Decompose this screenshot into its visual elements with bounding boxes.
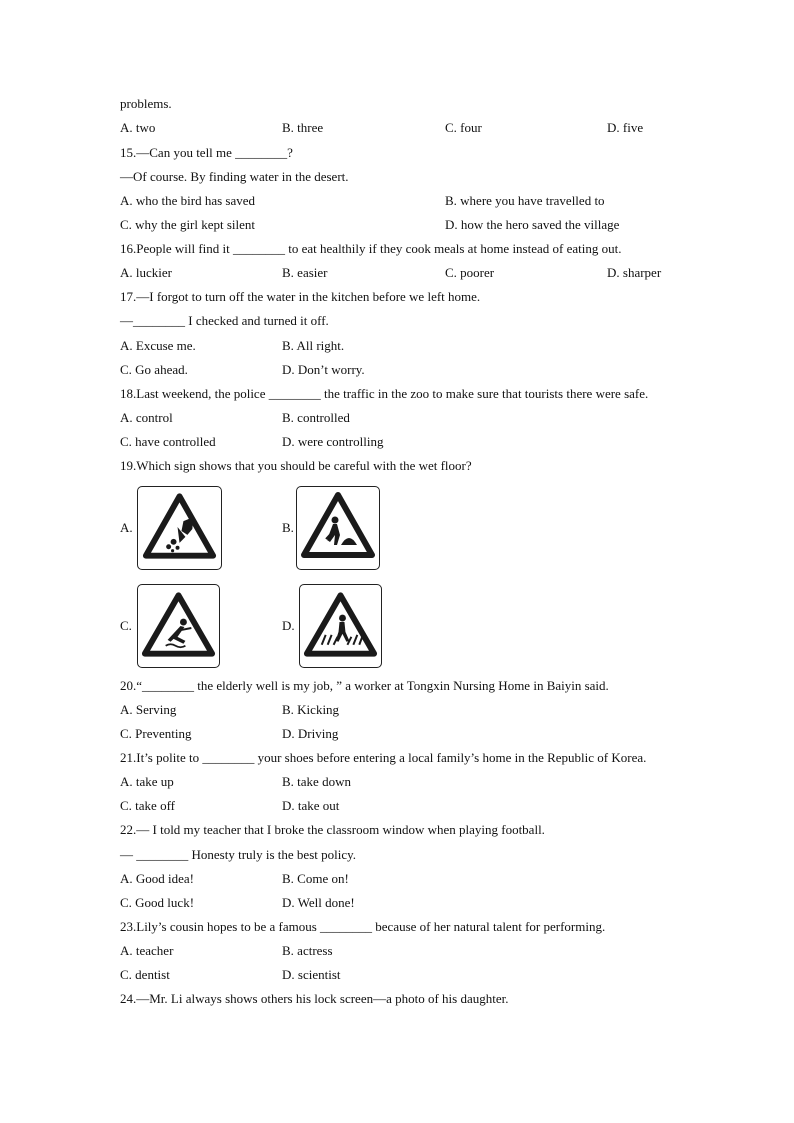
- option-a: A. luckier: [120, 265, 172, 280]
- question-15-reply: —Of course. By finding water in the desert.: [120, 169, 349, 184]
- option-d: D.: [282, 618, 295, 633]
- option-c: C. take off: [120, 798, 175, 813]
- question-16: 16.People will find it ________ to eat healthily if they cook meals at home instead of eating out.: [120, 241, 622, 256]
- pedestrian-crossing-icon: [299, 584, 382, 668]
- option-b: B. Kicking: [282, 702, 340, 717]
- option-d: D. scientist: [282, 967, 341, 982]
- question-15: 15.—Can you tell me ________?: [120, 145, 293, 160]
- option-d: D. Well done!: [282, 895, 355, 910]
- option-b: B. three: [282, 120, 324, 135]
- option-c: C. dentist: [120, 967, 170, 982]
- question-20: 20.“________ the elderly well is my job, ” a worker at Tongxin Nursing Home in Baiyin said.: [120, 678, 609, 693]
- option-c: C. Good luck!: [120, 895, 195, 910]
- question-17-reply: —________ I checked and turned it off.: [120, 313, 329, 328]
- question-21: 21.It’s polite to ________ your shoes before entering a local family’s home in the Republic of Korea.: [120, 750, 647, 765]
- question-text: problems.: [120, 96, 172, 111]
- option-b: B. All right.: [282, 338, 345, 353]
- option-c: C. poorer: [445, 265, 495, 280]
- option-d: D. were controlling: [282, 434, 384, 449]
- option-b: B. Come on!: [282, 871, 349, 886]
- option-a: A. control: [120, 410, 173, 425]
- question-18: 18.Last weekend, the police ________ the traffic in the zoo to make sure that tourists there were safe.: [120, 386, 649, 401]
- option-d: D. sharper: [607, 265, 662, 280]
- option-c: C. Preventing: [120, 726, 192, 741]
- falling-rocks-icon: [137, 486, 222, 570]
- question-19: 19.Which sign shows that you should be careful with the wet floor?: [120, 458, 472, 473]
- slippery-floor-icon: [137, 584, 220, 668]
- option-c: C. have controlled: [120, 434, 216, 449]
- option-b: B.: [282, 520, 294, 535]
- question-24: 24.—Mr. Li always shows others his lock screen—a photo of his daughter.: [120, 991, 509, 1006]
- question-22: 22.— I told my teacher that I broke the classroom window when playing football.: [120, 822, 545, 837]
- option-a: A. who the bird has saved: [120, 193, 256, 208]
- option-a: A. Serving: [120, 702, 177, 717]
- option-d: D. five: [607, 120, 644, 135]
- option-d: D. Don’t worry.: [282, 362, 365, 377]
- option-c: C. why the girl kept silent: [120, 217, 256, 232]
- question-23: 23.Lily’s cousin hopes to be a famous ________ because of her natural talent for performing.: [120, 919, 606, 934]
- option-b: B. actress: [282, 943, 333, 958]
- option-c: C. four: [445, 120, 482, 135]
- road-work-icon: [296, 486, 380, 570]
- option-b: B. easier: [282, 265, 328, 280]
- option-d: D. Driving: [282, 726, 339, 741]
- option-a: A. Good idea!: [120, 871, 195, 886]
- option-a: A.: [120, 520, 133, 535]
- option-b: B. controlled: [282, 410, 350, 425]
- option-b: B. take down: [282, 774, 351, 789]
- option-a: A. two: [120, 120, 156, 135]
- question-22-reply: — ________ Honesty truly is the best policy.: [120, 847, 357, 862]
- question-17: 17.—I forgot to turn off the water in the kitchen before we left home.: [120, 289, 481, 304]
- option-a: A. Excuse me.: [120, 338, 196, 353]
- option-d: D. take out: [282, 798, 340, 813]
- option-a: A. take up: [120, 774, 174, 789]
- option-d: D. how the hero saved the village: [445, 217, 620, 232]
- option-a: A. teacher: [120, 943, 174, 958]
- option-c: C. Go ahead.: [120, 362, 188, 377]
- option-c: C.: [120, 618, 132, 633]
- option-b: B. where you have travelled to: [445, 193, 605, 208]
